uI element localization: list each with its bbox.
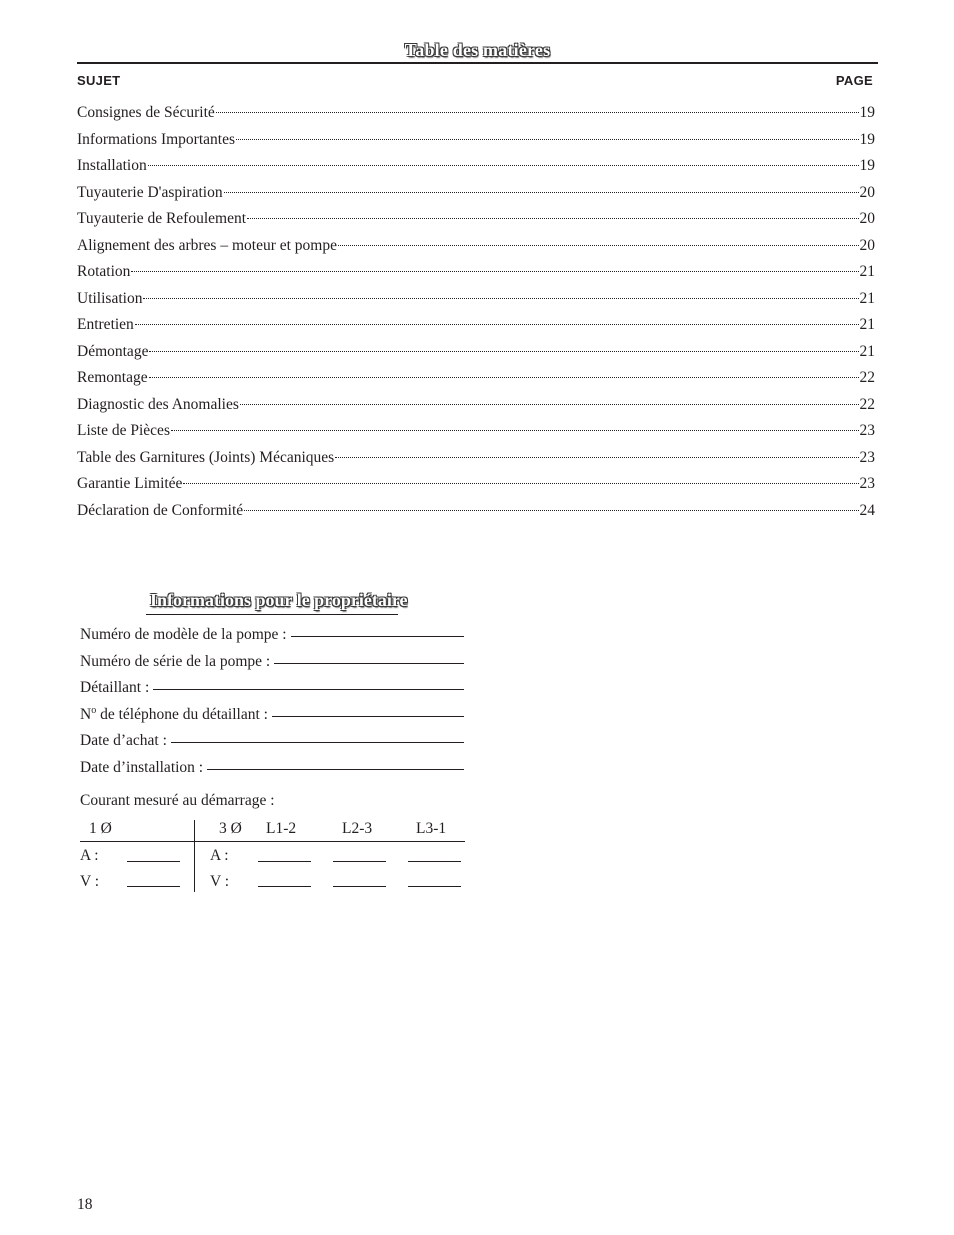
serial-number-label: Numéro de série de la pompe :	[80, 652, 271, 670]
toc-entry-page: 21	[859, 342, 875, 360]
toc-entry	[77, 365, 875, 392]
toc-leader-dots	[183, 483, 858, 484]
toc-entry-page: 21	[859, 263, 875, 280]
single-phase-amps-blank	[127, 861, 180, 862]
toc-leader-dots	[135, 324, 859, 325]
model-number-label: Numéro de modèle de la pompe :	[80, 626, 287, 643]
l1-2-header: L1-2	[266, 820, 297, 837]
phase-divider	[194, 820, 195, 892]
toc-leader-dots	[148, 165, 859, 166]
toc-leader-dots	[149, 351, 858, 352]
toc-title-rule	[77, 62, 878, 64]
three-phase-header: 3 Ø	[219, 820, 242, 837]
dealer-label: Détaillant :	[80, 679, 150, 696]
toc-title: Table des matières	[404, 40, 551, 60]
install-date-blank	[207, 769, 464, 770]
owner-info-title-underline	[146, 614, 398, 615]
single-phase-volts-label: V :	[80, 873, 100, 890]
dealer-phone-field	[80, 702, 464, 729]
serial-number-blank	[274, 663, 464, 664]
toc-leader-dots	[240, 404, 859, 405]
l3-1-header: L3-1	[416, 820, 447, 837]
toc-entry-label: Tuyauterie de Refoulement	[77, 210, 247, 227]
toc-leader-dots	[335, 457, 858, 458]
single-phase-volts-blank	[127, 886, 180, 887]
toc-entry	[77, 180, 875, 207]
toc-entry-label: Remontage	[77, 369, 148, 386]
install-date-label: Date d’installation :	[80, 758, 204, 776]
toc-entry-label: Rotation	[77, 263, 131, 280]
toc-entry-page: 22	[859, 369, 875, 386]
toc-entry	[77, 127, 875, 154]
toc-leader-dots	[171, 430, 859, 431]
toc-entry	[77, 471, 875, 498]
amps-l1-2-blank	[258, 861, 311, 862]
dealer-phone-label-rest: de téléphone du détaillant :	[96, 705, 268, 723]
toc-entry-page: 20	[859, 236, 875, 254]
toc-entry-page: 21	[859, 316, 875, 333]
dealer-phone-label-sup: o	[91, 704, 97, 716]
toc-entry-label: Garantie Limitée	[77, 475, 183, 492]
toc-entry-page: 23	[859, 448, 875, 466]
volts-l2-3-blank	[333, 886, 386, 887]
toc-entry-label: Diagnostic des Anomalies	[77, 395, 239, 413]
toc-entry	[77, 312, 875, 339]
toc-entry	[77, 445, 875, 472]
toc-entry	[77, 418, 875, 445]
page-number: 18	[77, 1196, 93, 1213]
toc-leader-dots	[244, 510, 858, 511]
single-phase-header: 1 Ø	[89, 820, 112, 837]
startup-current-label: Courant mesuré au démarrage :	[80, 792, 275, 809]
l2-3-header: L2-3	[342, 820, 373, 837]
toc-entry	[77, 259, 875, 286]
toc-entry	[77, 153, 875, 180]
toc-column-subject: SUJET	[77, 73, 121, 88]
toc-leader-dots	[236, 139, 859, 140]
toc-entry-page: 19	[859, 157, 875, 174]
toc-entry-page: 20	[859, 183, 875, 201]
model-number-field	[80, 622, 464, 649]
toc-entry	[77, 498, 875, 525]
purchase-date-field	[80, 728, 464, 755]
toc-entry-page: 21	[859, 289, 875, 307]
owner-info-form	[80, 622, 464, 781]
toc-entry	[77, 233, 875, 260]
toc-leader-dots	[338, 245, 859, 246]
volts-l1-2-blank	[258, 886, 311, 887]
model-number-blank	[291, 636, 464, 637]
three-phase-volts-label: V :	[210, 873, 230, 890]
startup-current-table	[80, 818, 465, 892]
toc-entry-page: 23	[859, 422, 875, 439]
toc-entry-label: Utilisation	[77, 289, 143, 307]
toc-entry	[77, 206, 875, 233]
toc-entry-label: Installation	[77, 157, 147, 174]
toc-leader-dots	[247, 218, 858, 219]
toc-entry-page: 19	[859, 130, 875, 148]
toc-entry-label: Informations Importantes	[77, 130, 235, 148]
toc-entry-label: Tuyauterie D'aspiration	[77, 183, 223, 201]
dealer-phone-label	[80, 702, 268, 729]
amps-l2-3-blank	[333, 861, 386, 862]
owner-info-title: Informations pour le propriétaire	[150, 590, 408, 610]
toc-entry-label: Consignes de Sécurité	[77, 104, 215, 121]
toc-entry-page: 22	[859, 395, 875, 413]
toc-leader-dots	[224, 192, 859, 193]
table-header-rule	[80, 841, 465, 842]
dealer-phone-label-n: N	[80, 705, 92, 723]
toc-leader-dots	[131, 271, 858, 272]
single-phase-amps-label: A :	[80, 847, 99, 864]
install-date-field	[80, 755, 464, 782]
toc-entry	[77, 392, 875, 419]
toc-entry-label: Déclaration de Conformité	[77, 501, 244, 519]
volts-l3-1-blank	[408, 886, 461, 887]
toc-leader-dots	[149, 377, 859, 378]
toc-leader-dots	[216, 112, 859, 113]
dealer-phone-blank	[272, 716, 464, 717]
toc-entry-label: Alignement des arbres – moteur et pompe	[77, 236, 337, 254]
toc-entry-page: 20	[859, 210, 875, 227]
toc-entry	[77, 100, 875, 127]
toc-entry	[77, 339, 875, 366]
serial-number-field	[80, 649, 464, 676]
toc-entry	[77, 286, 875, 313]
purchase-date-label: Date d’achat :	[80, 732, 167, 749]
toc-entry-label: Liste de Pièces	[77, 422, 170, 439]
toc-column-page: PAGE	[835, 73, 873, 88]
amps-l3-1-blank	[408, 861, 461, 862]
three-phase-amps-label: A :	[210, 847, 229, 864]
dealer-field	[80, 675, 464, 702]
toc-entry-page: 23	[859, 475, 875, 492]
toc-entry-label: Démontage	[77, 342, 149, 360]
dealer-blank	[153, 689, 464, 690]
toc-entry-label: Table des Garnitures (Joints) Mécaniques	[77, 448, 335, 466]
toc-entry-label: Entretien	[77, 316, 134, 333]
toc-entry-page: 19	[859, 104, 875, 121]
purchase-date-blank	[171, 742, 464, 743]
toc-entry-page: 24	[859, 501, 875, 519]
toc-leader-dots	[143, 298, 858, 299]
toc-list	[77, 100, 875, 524]
